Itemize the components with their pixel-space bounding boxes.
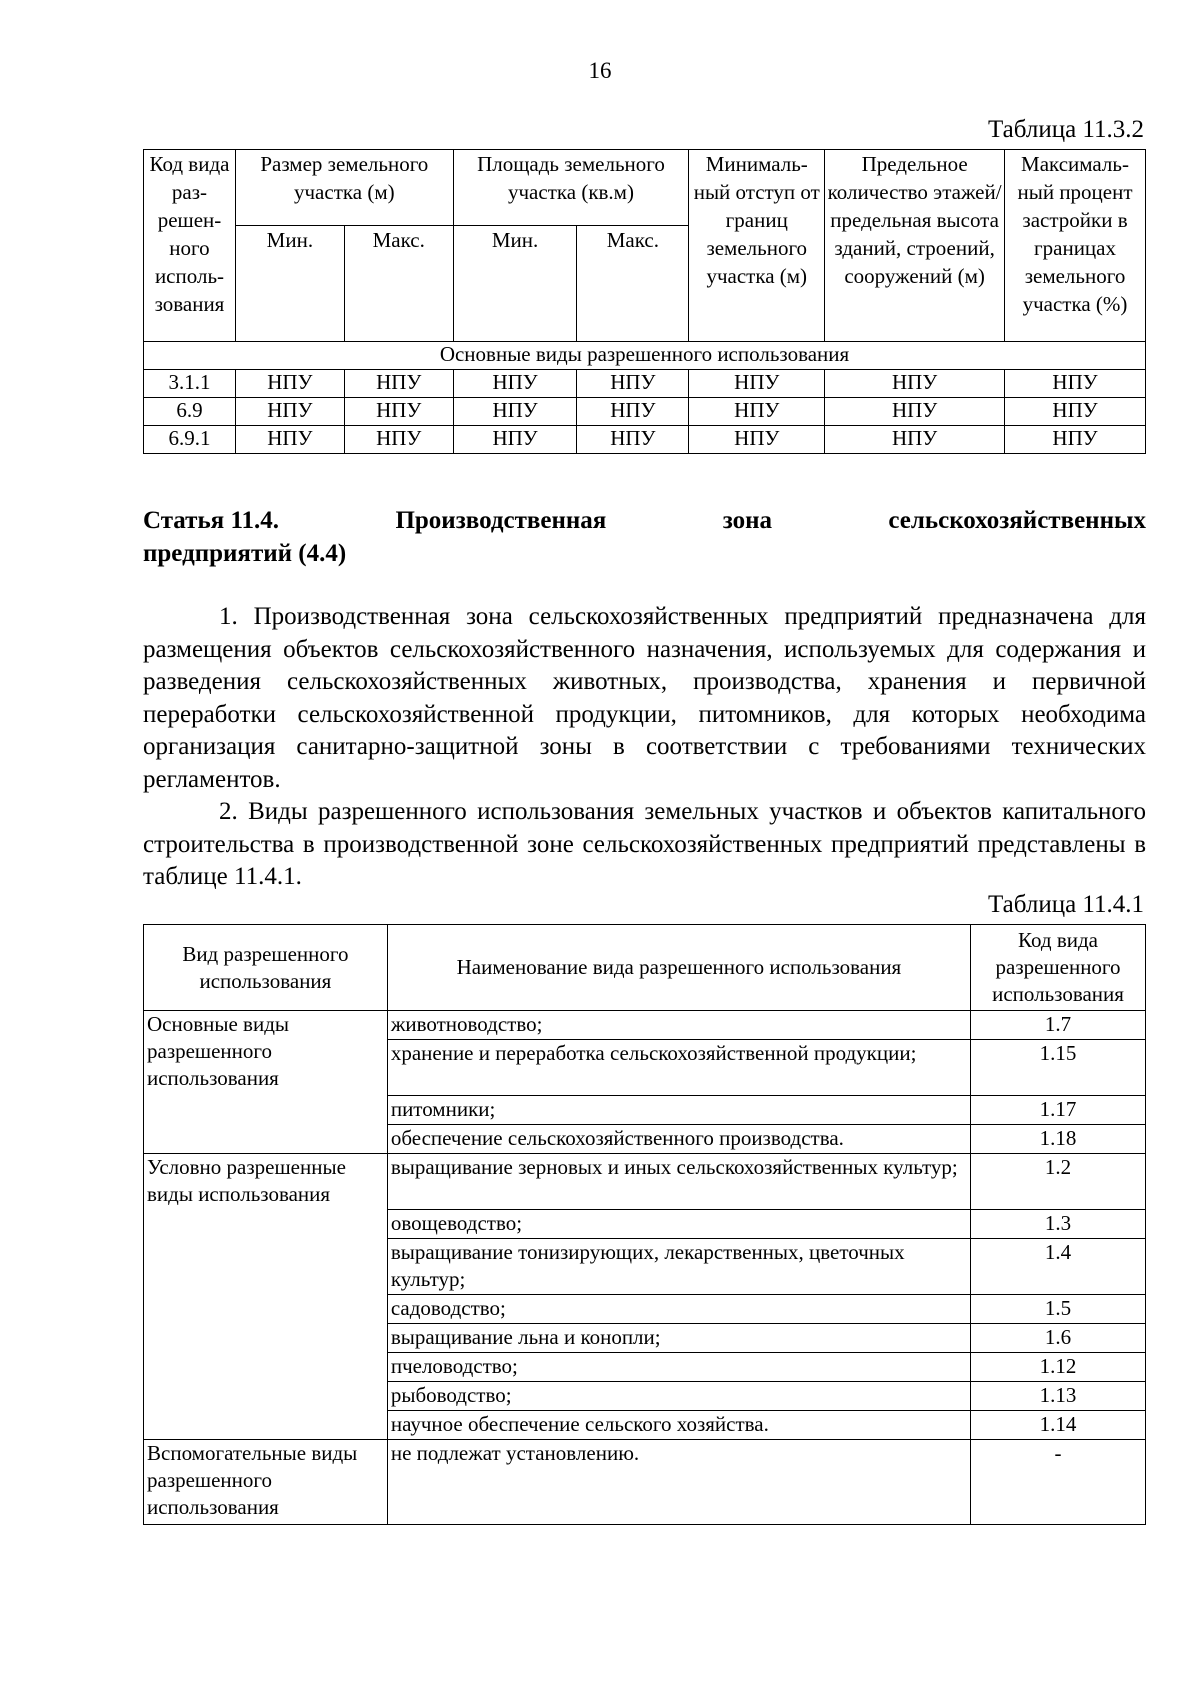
cell-code: 6.9 — [144, 398, 236, 426]
header-floors: Предельное количество этажей/ предельная высота зданий, строений, сооружений (м) — [825, 150, 1005, 342]
cell: НПУ — [689, 370, 825, 398]
table-row — [144, 370, 1146, 398]
item-name: хранение и переработка сельскохозяйственной продукции; — [387, 1040, 970, 1096]
cell: НПУ — [577, 426, 689, 454]
item-code: 1.3 — [971, 1210, 1146, 1239]
group-label: Условно разрешенные виды использования — [144, 1154, 388, 1440]
item-code: 1.18 — [971, 1125, 1146, 1154]
cell: НПУ — [1005, 370, 1146, 398]
page-number: 16 — [588, 58, 612, 83]
heading-word: зона — [722, 507, 772, 534]
cell: НПУ — [235, 426, 344, 454]
header-area: Площадь земельного участка (кв.м) — [453, 150, 689, 226]
item-name: выращивание льна и конопли; — [387, 1324, 970, 1353]
header-code: Код вида разрешенного использования — [971, 925, 1146, 1011]
item-code: 1.7 — [971, 1011, 1146, 1040]
group-label: Основные виды разрешенного использования — [144, 1011, 388, 1154]
header-max: Макс. — [344, 226, 453, 342]
item-name: пчеловодство; — [387, 1353, 970, 1382]
cell: НПУ — [344, 398, 453, 426]
item-code: 1.5 — [971, 1295, 1146, 1324]
item-name: садоводство; — [387, 1295, 970, 1324]
table-row — [144, 1154, 1146, 1210]
item-code: 1.12 — [971, 1353, 1146, 1382]
item-name: животноводство; — [387, 1011, 970, 1040]
cell: НПУ — [235, 370, 344, 398]
table-row — [144, 398, 1146, 426]
cell: НПУ — [1005, 426, 1146, 454]
table-11-3-2 — [143, 149, 1146, 454]
cell: НПУ — [577, 370, 689, 398]
cell: НПУ — [235, 398, 344, 426]
heading-word: сельскохозяйственных — [888, 507, 1146, 534]
header-name: Наименование вида разрешенного использования — [387, 925, 970, 1011]
header-percent: Максималь-ный процент застройки в границах земельного участка (%) — [1005, 150, 1146, 342]
paragraph-1: 1. Производственная зона сельскохозяйственных предприятий предназначена для размещения объектов сельскохозяйственного назначения, используемых для содержания и разведения сельскохозяйственных животных, производства, хранения и первичной переработки сельскохозяйственной продукции, питомников, для которых необходима организация санитарно-защитной зоны в соответствии с требованиями технических регламентов. — [143, 603, 1146, 793]
section-label: Основные виды разрешенного использования — [144, 342, 1146, 370]
cell: НПУ — [577, 398, 689, 426]
item-code: 1.6 — [971, 1324, 1146, 1353]
cell: НПУ — [453, 426, 577, 454]
cell: НПУ — [344, 370, 453, 398]
cell-code: 3.1.1 — [144, 370, 236, 398]
item-code: 1.4 — [971, 1239, 1146, 1295]
header-min: Мин. — [453, 226, 577, 342]
cell: НПУ — [825, 398, 1005, 426]
item-code: 1.13 — [971, 1382, 1146, 1411]
group-label: Вспомогательные виды разрешенного использования — [144, 1440, 388, 1525]
item-name: научное обеспечение сельского хозяйства. — [387, 1411, 970, 1440]
table-caption: Таблица 11.4.1 — [988, 891, 1144, 918]
item-name: рыбоводство; — [387, 1382, 970, 1411]
table-row — [144, 1440, 1146, 1525]
item-code: 1.15 — [971, 1040, 1146, 1096]
heading-word: Статья 11.4. — [143, 507, 280, 534]
cell: НПУ — [825, 426, 1005, 454]
cell: НПУ — [689, 398, 825, 426]
article-heading — [143, 504, 1146, 570]
heading-line2: предприятий (4.4) — [143, 540, 347, 567]
heading-word: Производственная — [395, 507, 607, 534]
table-row — [144, 426, 1146, 454]
header-size: Размер земельного участка (м) — [235, 150, 453, 226]
item-code: - — [971, 1440, 1146, 1525]
item-name: выращивание зерновых и иных сельскохозяйственных культур; — [387, 1154, 970, 1210]
header-kind: Вид разрешенного использования — [144, 925, 388, 1011]
header-max: Макс. — [577, 226, 689, 342]
item-name: выращивание тонизирующих, лекарственных, цветочных культур; — [387, 1239, 970, 1295]
article-body — [143, 601, 1146, 894]
table-row — [144, 1011, 1146, 1040]
table-11-4-1 — [143, 924, 1146, 1525]
header-indent: Минималь-ный отступ от границ земельного участка (м) — [689, 150, 825, 342]
cell-code: 6.9.1 — [144, 426, 236, 454]
cell: НПУ — [344, 426, 453, 454]
header-min: Мин. — [235, 226, 344, 342]
cell: НПУ — [689, 426, 825, 454]
item-name: питомники; — [387, 1096, 970, 1125]
item-code: 1.17 — [971, 1096, 1146, 1125]
cell: НПУ — [825, 370, 1005, 398]
item-name: обеспечение сельскохозяйственного производства. — [387, 1125, 970, 1154]
header-code: Код вида раз-решен-ного исполь-зования — [144, 150, 236, 342]
cell: НПУ — [453, 370, 577, 398]
paragraph-2: 2. Виды разрешенного использования земельных участков и объектов капитального строительства в производственной зоне сельскохозяйственных предприятий представлены в таблице 11.4.1. — [143, 798, 1146, 890]
item-code: 1.2 — [971, 1154, 1146, 1210]
item-name: овощеводство; — [387, 1210, 970, 1239]
cell: НПУ — [1005, 398, 1146, 426]
cell: НПУ — [453, 398, 577, 426]
table-caption: Таблица 11.3.2 — [988, 116, 1144, 143]
item-name: не подлежат установлению. — [387, 1440, 970, 1525]
item-code: 1.14 — [971, 1411, 1146, 1440]
